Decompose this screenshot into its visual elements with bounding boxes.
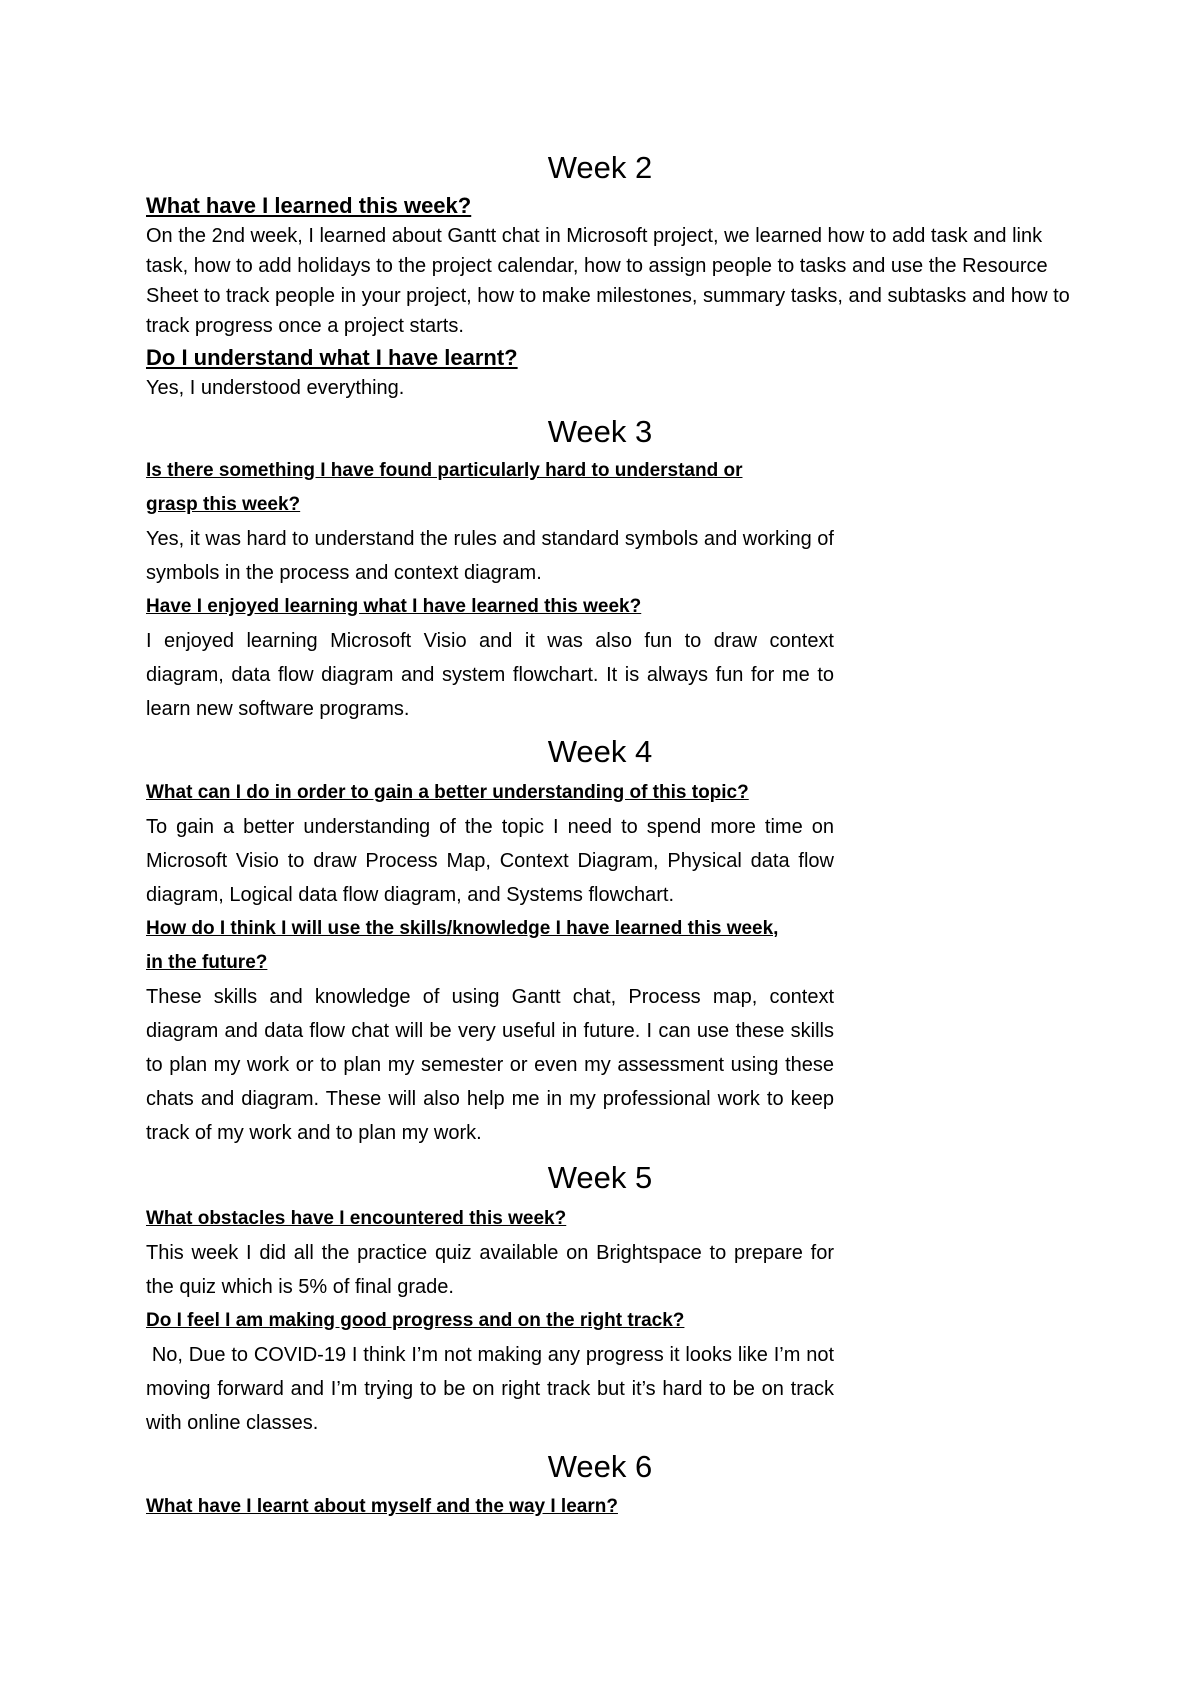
week-5-section [146,1202,840,1440]
week-4-section [146,776,834,1150]
week-6-heading: Week 6 [547,1449,653,1484]
week-4-answer-1: To gain a better understanding of the topic I need to spend more time on Microsoft Visio to draw Process Map, Context Diagram, Physical data flow diagram, Logical data flow diagram, and Systems flowchart. [146,816,834,906]
week-4-heading: Week 4 [547,734,653,769]
week-4-question-2-line-2: in the future? [146,952,268,973]
week-4-question-1: What can I do in order to gain a better understanding of this topic? [146,782,749,803]
week-2-question-1: What have I learned this week? [146,193,472,218]
week-2-question-2: Do I understand what I have learnt? [146,345,518,370]
week-5-question-2: Do I feel I am making good progress and on the right track? [146,1310,685,1331]
week-6-section [146,1490,618,1524]
week-5-heading: Week 5 [547,1160,653,1195]
week-2-heading: Week 2 [547,150,653,185]
week-3-question-2: Have I enjoyed learning what I have learned this week? [146,596,642,617]
week-6-question-1: What have I learnt about myself and the way I learn? [146,1496,618,1517]
week-2-answer-2: Yes, I understood everything. [146,377,405,399]
week-2-section [146,191,1076,403]
week-5-answer-1: This week I did all the practice quiz available on Brightspace to prepare for the quiz which is 5% of final grade. [146,1242,834,1298]
week-5-answer-2: No, Due to COVID-19 I think I’m not making any progress it looks like I’m not moving forward and I’m trying to be on right track but it’s hard to be on track with online classes. [146,1344,840,1434]
week-5-question-1: What obstacles have I encountered this week? [146,1208,567,1229]
week-3-question-1-line-1: Is there something I have found particularly hard to understand or [146,460,743,481]
week-3-heading: Week 3 [547,414,653,449]
week-3-answer-1: Yes, it was hard to understand the rules and standard symbols and working of symbols in the process and context diagram. [146,528,834,584]
week-4-answer-2: These skills and knowledge of using Gantt chat, Process map, context diagram and data flow chat will be very useful in future. I can use these skills to plan my work or to plan my semester or even my assessment using these chats and diagram. These will also help me in my professional work to keep track of my work and to plan my work. [146,986,834,1144]
week-3-section [146,454,834,726]
week-3-question-1-line-2: grasp this week? [146,494,301,515]
week-4-question-2-line-1: How do I think I will use the skills/knowledge I have learned this week, [146,918,779,939]
week-2-answer-1: On the 2nd week, I learned about Gantt chat in Microsoft project, we learned how to add task and link task, how to add holidays to the project calendar, how to assign people to tasks and use the Resource Sheet to track people in your project, how to make milestones, summary tasks, and subtasks and how to track progress once a project starts. [146,225,1070,337]
week-3-answer-2: I enjoyed learning Microsoft Visio and it was also fun to draw context diagram, data flow diagram and system flowchart. It is always fun for me to learn new software programs. [146,630,834,720]
